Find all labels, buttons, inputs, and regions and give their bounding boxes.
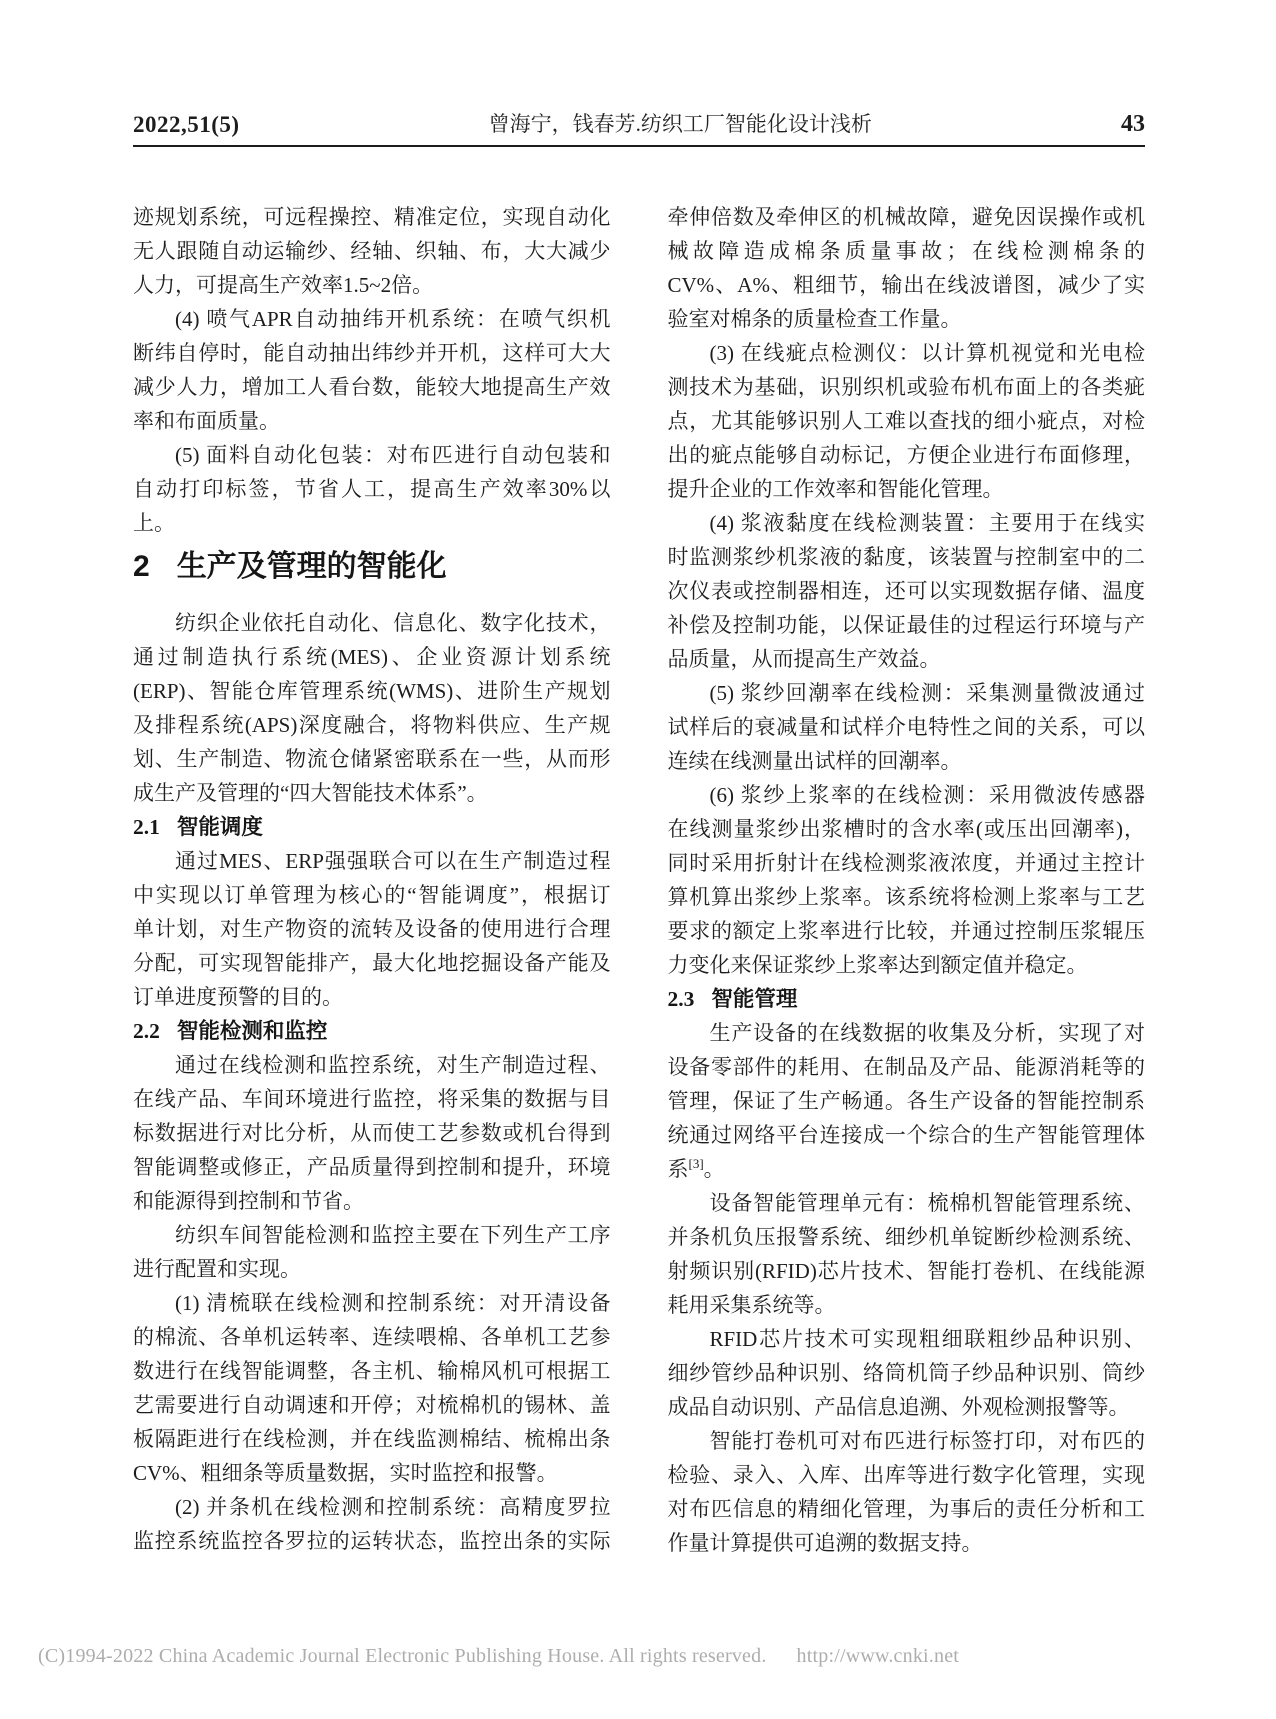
text-line: 射频识别(RFID)芯片技术、智能打卷机、在线能源 (667, 1259, 1145, 1283)
heading-number: 2.3 (667, 987, 695, 1011)
page-header (133, 108, 1145, 147)
text-line: 艺需要进行自动调速和开停；对梳棉机的锡林、盖 (133, 1393, 611, 1417)
text-line: (4) 喷气APR自动抽纬开机系统：在喷气织机 (175, 307, 611, 331)
paragraph (133, 844, 611, 1014)
journal-issue: 2022,51(5) (133, 112, 240, 137)
paragraph (668, 1186, 1146, 1322)
heading-number: 2 (133, 550, 150, 583)
text-line: 连续在线测量出试样的回潮率。 (667, 749, 962, 773)
text-line: 上。 (133, 511, 175, 535)
text-line: 通过制造执行系统(MES)、企业资源计划系统 (133, 645, 611, 669)
text-line: 试样后的衰减量和试样介电特性之间的关系，可以 (667, 715, 1145, 739)
text-line: 分配，可实现智能排产，最大化地挖掘设备产能及 (133, 951, 611, 975)
text-line: 监控系统监控各罗拉的运转状态，监控出条的实际 (133, 1529, 611, 1553)
paragraph (668, 200, 1146, 336)
text-line: 智能打卷机可对布匹进行标签打印，对布匹的 (709, 1429, 1145, 1453)
text-line: 要求的额定上浆率进行比较，并通过控制压浆辊压 (667, 919, 1145, 943)
text-line: (ERP)、智能仓库管理系统(WMS)、进阶生产规划 (133, 679, 611, 703)
paragraph (133, 302, 611, 438)
paragraph (133, 438, 611, 540)
text-line: (6) 浆纱上浆率的在线检测：采用微波传感器 (709, 783, 1145, 807)
text-line: 管理，保证了生产畅通。各生产设备的智能控制系 (667, 1089, 1145, 1113)
paragraph (668, 506, 1146, 676)
paragraph (133, 606, 611, 810)
text-line: 牵伸倍数及牵伸区的机械故障，避免因误操作或机 (667, 205, 1145, 229)
text-line: (2) 并条机在线检测和控制系统：高精度罗拉 (175, 1495, 611, 1519)
text-line: 迹规划系统，可远程操控、精准定位，实现自动化 (133, 205, 611, 229)
text-line: 中实现以订单管理为核心的“智能调度”，根据订 (133, 883, 611, 907)
subsection-heading (668, 982, 1146, 1016)
page-footer (38, 1645, 959, 1668)
text-line: 次仪表或控制器相连，还可以实现数据存储、温度 (667, 579, 1145, 603)
text-line: 通过MES、ERP强强联合可以在生产制造过程 (175, 849, 611, 873)
text-line: 成品自动识别、产品信息追溯、外观检测报警等。 (667, 1395, 1130, 1419)
text-line: 算机算出浆纱上浆率。该系统将检测上浆率与工艺 (667, 885, 1145, 909)
paragraph (133, 1490, 611, 1558)
text-line: 数进行在线智能调整，各主机、输棉风机可根据工 (133, 1359, 611, 1383)
text-line: (4) 浆液黏度在线检测装置：主要用于在线实 (709, 511, 1145, 535)
heading-title: 智能调度 (176, 815, 263, 839)
text-line: 对布匹信息的精细化管理，为事后的责任分析和工 (667, 1497, 1145, 1521)
text-line: 统通过网络平台连接成一个综合的生产智能管理体 (667, 1123, 1145, 1147)
text-line: (5) 浆纱回潮率在线检测：采集测量微波通过 (709, 681, 1145, 705)
text-line: 验室对棉条的质量检查工作量。 (667, 307, 962, 331)
paragraph (668, 676, 1146, 778)
paragraph (133, 200, 611, 302)
text-line: 系[3]。 (667, 1156, 725, 1181)
text-line: 无人跟随自动运输纱、经轴、织轴、布，大大减少 (133, 239, 611, 263)
right-column (668, 200, 1146, 1560)
text-line: 在线测量浆纱出浆槽时的含水率(或压出回潮率)， (667, 817, 1145, 841)
heading-title: 智能管理 (711, 987, 798, 1011)
text-line: 并条机负压报警系统、细纱机单锭断纱检测系统、 (667, 1225, 1145, 1249)
text-line: 点，尤其能够识别人工难以查找的细小疵点，对检 (667, 409, 1145, 433)
text-line: 单计划，对生产物资的流转及设备的使用进行合理 (133, 917, 611, 941)
paragraph (668, 778, 1146, 982)
running-title: 曾海宁，钱春芳.纺织工厂智能化设计浅析 (488, 112, 872, 136)
text-line: 纺织企业依托自动化、信息化、数字化技术， (175, 611, 611, 635)
left-column (133, 200, 611, 1560)
text-line: 人力，可提高生产效率1.5~2倍。 (133, 273, 434, 297)
text-line: 设备智能管理单元有：梳棉机智能管理系统、 (709, 1191, 1145, 1215)
paragraph (668, 1016, 1146, 1186)
text-line: 作量计算提供可追溯的数据支持。 (667, 1531, 983, 1555)
text-line: CV%、粗细条等质量数据，实时监控和报警。 (133, 1461, 558, 1485)
text-line: 出的疵点能够自动标记，方便企业进行布面修理， (667, 443, 1145, 467)
subsection-heading (133, 810, 611, 844)
text-line: 同时采用折射计在线检测浆液浓度，并通过主控计 (667, 851, 1145, 875)
text-line: 设备零部件的耗用、在制品及产品、能源消耗等的 (667, 1055, 1145, 1079)
text-line: 耗用采集系统等。 (667, 1293, 836, 1317)
heading-title: 生产及管理的智能化 (176, 550, 447, 583)
text-line: 细纱管纱品种识别、络筒机筒子纱品种识别、筒纱 (667, 1361, 1145, 1385)
text-line: (3) 在线疵点检测仪：以计算机视觉和光电检 (709, 341, 1145, 365)
text-line: 划、生产制造、物流仓储紧密联系在一些，从而形 (133, 747, 611, 771)
text-line: 在线产品、车间环境进行监控，将采集的数据与目 (133, 1087, 611, 1111)
paragraph (133, 1286, 611, 1490)
text-line: 率和布面质量。 (133, 409, 280, 433)
text-line: 智能调整或修正，产品质量得到控制和提升，环境 (133, 1155, 611, 1179)
page-number: 43 (1120, 111, 1145, 137)
text-line: 械故障造成棉条质量事故；在线检测棉条的 (667, 239, 1145, 263)
text-line: 力变化来保证浆纱上浆率达到额定值并稳定。 (667, 953, 1088, 977)
text-line: RFID芯片技术可实现粗细联粗纱品种识别、 (709, 1327, 1145, 1351)
text-line: 的棉流、各单机运转率、连续喂棉、各单机工艺参 (133, 1325, 611, 1349)
paragraph (668, 1322, 1146, 1424)
text-line: 测技术为基础，识别织机或验布机布面上的各类疵 (667, 375, 1145, 399)
section-heading (133, 546, 611, 588)
text-line: 标数据进行对比分析，从而使工艺参数或机台得到 (133, 1121, 611, 1145)
text-line: 提升企业的工作效率和智能化管理。 (667, 477, 1004, 501)
article-body (133, 200, 1145, 1560)
heading-number: 2.2 (133, 1019, 160, 1043)
text-line: 成生产及管理的“四大智能技术体系”。 (133, 781, 488, 805)
text-line: 通过在线检测和监控系统，对生产制造过程、 (175, 1053, 611, 1077)
text-line: (1) 清梳联在线检测和控制系统：对开清设备 (175, 1291, 611, 1315)
text-line: 时监测浆纱机浆液的黏度，该装置与控制室中的二 (667, 545, 1145, 569)
paragraph (133, 1218, 611, 1286)
text-line: 和能源得到控制和节省。 (133, 1189, 364, 1213)
text-line: 补偿及控制功能，以保证最佳的过程运行环境与产 (667, 613, 1145, 637)
text-line: 断纬自停时，能自动抽出纬纱并开机，这样可大大 (133, 341, 611, 365)
text-line: CV%、A%、粗细节，输出在线波谱图，减少了实 (667, 273, 1145, 297)
text-line: 检验、录入、入库、出库等进行数字化管理，实现 (667, 1463, 1145, 1487)
publisher-url: http://www.cnki.net (796, 1645, 960, 1667)
text-line: 生产设备的在线数据的收集及分析，实现了对 (709, 1021, 1145, 1045)
heading-title: 智能检测和监控 (176, 1019, 328, 1043)
subsection-heading (133, 1014, 611, 1048)
text-line: 订单进度预警的目的。 (133, 985, 343, 1009)
text-line: 自动打印标签，节省人工，提高生产效率30%以 (133, 477, 611, 501)
text-line: 减少人力，增加工人看台数，能较大地提高生产效 (133, 375, 611, 399)
paragraph (668, 1424, 1146, 1560)
paragraph (668, 336, 1146, 506)
text-line: 品质量，从而提高生产效益。 (667, 647, 941, 671)
text-line: 进行配置和实现。 (133, 1257, 301, 1281)
heading-number: 2.1 (133, 815, 160, 839)
citation-ref: [3] (688, 1156, 704, 1171)
text-line: 纺织车间智能检测和监控主要在下列生产工序 (175, 1223, 611, 1247)
copyright-notice: (C)1994-2022 China Academic Journal Electronic Publishing House. All rights reserved. (38, 1645, 767, 1667)
text-line: 板隔距进行在线检测，并在线监测棉结、梳棉出条 (133, 1427, 611, 1451)
paragraph (133, 1048, 611, 1218)
text-line: (5) 面料自动化包装：对布匹进行自动包装和 (175, 443, 611, 467)
text-line: 及排程系统(APS)深度融合，将物料供应、生产规 (133, 713, 611, 737)
